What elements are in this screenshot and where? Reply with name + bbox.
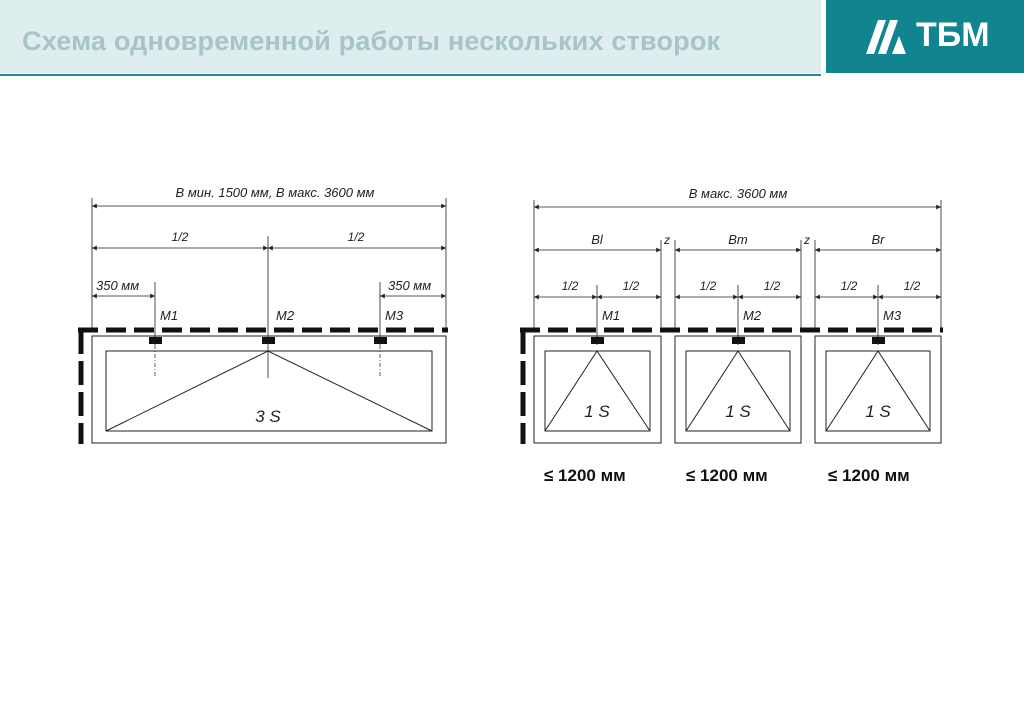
right-diagram-labels: [562, 186, 921, 421]
right-motor-label-m3: M3: [883, 308, 902, 323]
left-offset-label-1: 350 мм: [96, 278, 140, 293]
left-window-frame: [92, 336, 446, 443]
right-half-label: 1/2: [903, 279, 921, 293]
right-motor-label-m2: M2: [743, 308, 762, 323]
left-motor-m2: [262, 337, 275, 344]
right-section-label-bm: Bm: [728, 232, 748, 247]
right-motor-m2: [732, 337, 745, 344]
right-motor-m3: [872, 337, 885, 344]
page-title: Схема одновременной работы нескольких створок: [22, 26, 721, 56]
right-overall-dimension-label: B макс. 3600 мм: [688, 186, 788, 201]
right-motor-m1: [591, 337, 604, 344]
left-motor-m1: [149, 337, 162, 344]
left-motor-label-m3: M3: [385, 308, 404, 323]
right-motor-label-m1: M1: [602, 308, 621, 323]
right-half-label: 1/2: [699, 279, 717, 293]
right-half-label: 1/2: [840, 279, 858, 293]
left-diagram-labels: [96, 185, 431, 426]
left-half-label-2: 1/2: [347, 230, 365, 244]
right-section-label-bl: Bl: [591, 232, 603, 247]
right-frame-middle: [675, 336, 801, 443]
logo-text: ТБМ: [916, 16, 990, 54]
left-motor-m3: [374, 337, 387, 344]
left-half-label-1: 1/2: [171, 230, 189, 244]
right-sash-label-right: 1 S: [865, 402, 891, 421]
right-sash-label-middle: 1 S: [725, 402, 751, 421]
right-frame-right: [815, 336, 941, 443]
left-overall-dimension-label: B мин. 1500 мм, B макс. 3600 мм: [175, 185, 375, 200]
right-sash-label-left: 1 S: [584, 402, 610, 421]
left-offset-label-2: 350 мм: [388, 278, 432, 293]
width-limit-label-right: ≤ 1200 мм: [828, 466, 910, 485]
right-gap-label-2: z: [804, 233, 810, 247]
right-half-label: 1/2: [622, 279, 640, 293]
width-limit-label-left: ≤ 1200 мм: [544, 466, 626, 485]
width-limit-label-middle: ≤ 1200 мм: [686, 466, 768, 485]
right-half-label: 1/2: [763, 279, 781, 293]
right-half-label: 1/2: [561, 279, 579, 293]
right-section-label-br: Br: [871, 232, 885, 247]
right-gap-label-1: z: [664, 233, 670, 247]
left-motor-label-m2: M2: [276, 308, 295, 323]
left-sash-label: 3 S: [255, 407, 281, 426]
left-motor-label-m1: M1: [160, 308, 179, 323]
